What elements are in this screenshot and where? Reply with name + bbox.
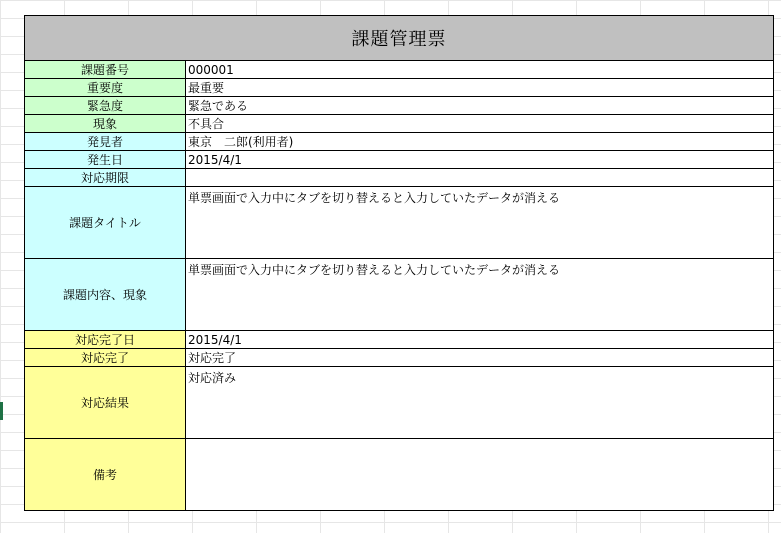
value-issue-number[interactable]: 000001	[188, 62, 234, 77]
row-phenomenon	[25, 115, 773, 133]
row-urgency	[25, 97, 773, 115]
value-issue-content[interactable]: 単票画面で入力中にタブを切り替えると入力していたデータが消える	[188, 263, 561, 277]
label-occurrence-date[interactable]: 発生日	[25, 151, 186, 168]
label-discoverer[interactable]: 発見者	[25, 133, 186, 150]
label-issue-number[interactable]: 課題番号	[25, 61, 186, 78]
value-result[interactable]: 対応済み	[188, 371, 237, 385]
label-completion-date[interactable]: 対応完了日	[25, 331, 186, 348]
form-title: 課題管理票	[351, 29, 447, 50]
value-completion-status[interactable]: 対応完了	[188, 351, 237, 365]
row-issue-title	[25, 187, 773, 259]
label-deadline[interactable]: 対応期限	[25, 169, 186, 186]
row-importance	[25, 79, 773, 97]
row-issue-content	[25, 259, 773, 331]
selection-marker	[0, 402, 3, 420]
value-importance[interactable]: 最重要	[188, 81, 225, 95]
label-issue-title[interactable]: 課題タイトル	[25, 187, 186, 258]
value-issue-title[interactable]: 単票画面で入力中にタブを切り替えると入力していたデータが消える	[188, 191, 561, 205]
row-completion-date	[25, 331, 773, 349]
label-issue-content[interactable]: 課題内容、現象	[25, 259, 186, 330]
label-phenomenon[interactable]: 現象	[25, 115, 186, 132]
value-occurrence-date[interactable]: 2015/4/1	[188, 152, 242, 167]
value-urgency[interactable]: 緊急である	[188, 99, 249, 113]
row-completion-status	[25, 349, 773, 367]
label-urgency[interactable]: 緊急度	[25, 97, 186, 114]
label-completion-status[interactable]: 対応完了	[25, 349, 186, 366]
row-deadline	[25, 169, 773, 187]
form-title-row[interactable]	[25, 16, 773, 61]
row-issue-number	[25, 61, 773, 79]
row-discoverer	[25, 133, 773, 151]
value-deadline[interactable]	[186, 169, 773, 186]
value-completion-date[interactable]: 2015/4/1	[188, 332, 242, 347]
label-importance[interactable]: 重要度	[25, 79, 186, 96]
value-remarks[interactable]	[186, 439, 773, 510]
row-remarks	[25, 439, 773, 510]
value-discoverer[interactable]: 東京 二郎(利用者)	[188, 135, 294, 149]
label-remarks[interactable]: 備考	[25, 439, 186, 510]
issue-management-form	[24, 15, 774, 511]
value-phenomenon[interactable]: 不具合	[188, 117, 225, 131]
row-result	[25, 367, 773, 439]
label-result[interactable]: 対応結果	[25, 367, 186, 438]
row-occurrence-date	[25, 151, 773, 169]
